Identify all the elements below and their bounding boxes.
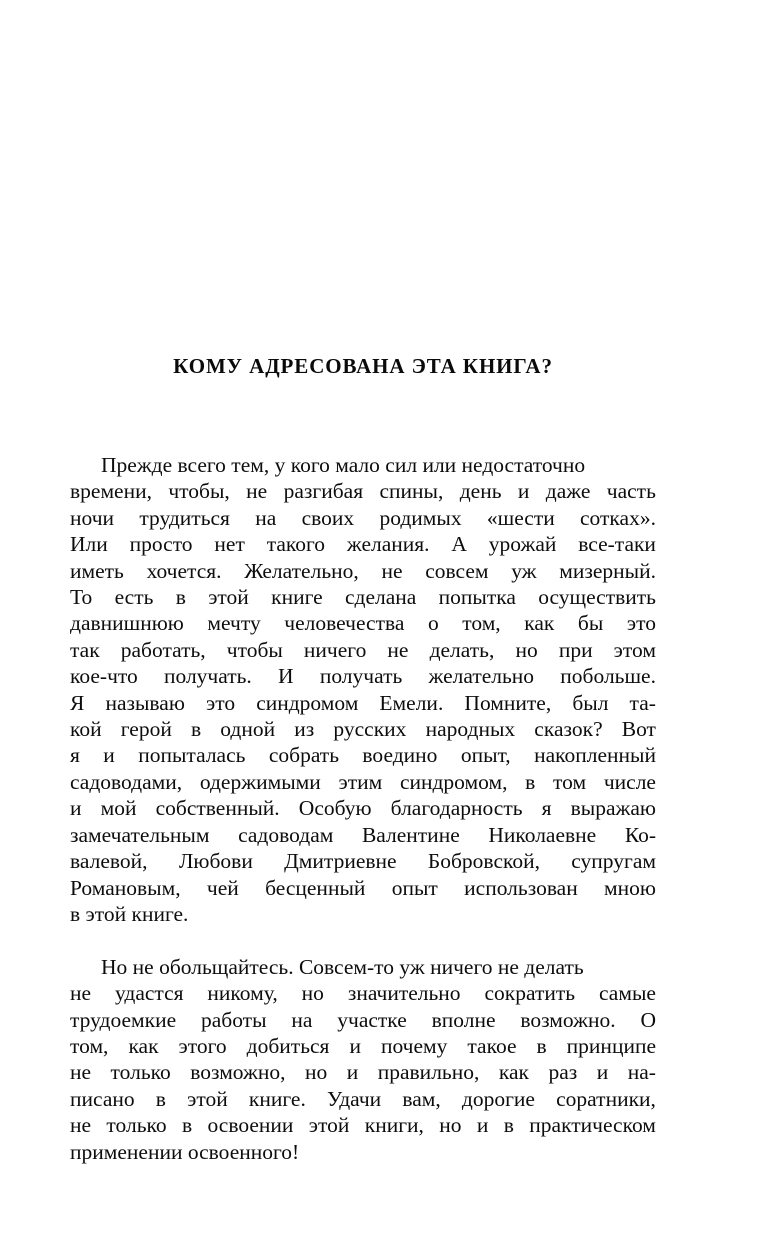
word: сократить: [484, 981, 576, 1006]
word: и: [349, 1033, 361, 1058]
word: и: [103, 743, 115, 768]
word: попытка: [438, 585, 516, 610]
text-line: [70, 663, 656, 689]
word: То: [70, 585, 93, 610]
word: я: [70, 743, 80, 768]
word: Помните,: [464, 690, 552, 715]
word: ничего: [303, 637, 367, 662]
text-line: [70, 1059, 656, 1085]
word: этой: [208, 585, 249, 610]
word: вам,: [402, 1086, 441, 1111]
word: книге.: [248, 1086, 306, 1111]
word: человечества: [284, 611, 405, 636]
word: освоении: [207, 1113, 294, 1138]
word: возможно.: [520, 1007, 616, 1032]
word: это: [626, 611, 656, 636]
word: этой: [187, 1086, 228, 1111]
text-line: [70, 1112, 656, 1138]
word: раз: [548, 1060, 578, 1085]
word: и: [517, 479, 530, 504]
word: значительно: [347, 981, 461, 1006]
word: супругам: [571, 849, 656, 874]
word: даже: [545, 479, 591, 504]
text-line: [70, 478, 656, 504]
word: удастся: [114, 981, 184, 1006]
word: я: [541, 796, 552, 821]
word: дорогие: [461, 1086, 535, 1111]
word: чтобы,: [168, 479, 230, 504]
text-line: в этой книге.: [70, 901, 189, 926]
word: только: [106, 1113, 167, 1138]
word: использован: [464, 875, 578, 900]
word: называю: [105, 690, 185, 715]
word: получать: [319, 664, 403, 689]
word: писано: [70, 1086, 135, 1111]
word: кой: [70, 717, 102, 742]
word: родимых: [379, 505, 462, 530]
word: И: [278, 664, 294, 689]
word: в: [536, 1033, 547, 1058]
word: книги,: [364, 1113, 424, 1138]
word: одной: [220, 717, 276, 742]
word: так: [70, 637, 100, 662]
word: мечту: [207, 611, 261, 636]
word: есть: [114, 585, 154, 610]
word: получать.: [163, 664, 252, 689]
word: Емели.: [379, 690, 444, 715]
body-copy: [70, 452, 656, 1165]
word: трудиться: [139, 505, 230, 530]
word: чтобы: [226, 637, 283, 662]
word: бесценный: [265, 875, 366, 900]
word: собственный.: [155, 796, 280, 821]
word: принципе: [566, 1033, 656, 1058]
word: Ко-: [624, 822, 656, 847]
word: и: [476, 1113, 489, 1138]
word: побольше.: [560, 664, 656, 689]
word: сказок?: [534, 717, 603, 742]
word: этого: [178, 1033, 227, 1058]
word: Вот: [621, 717, 656, 742]
word: иметь: [70, 558, 124, 583]
word: Удачи: [327, 1086, 382, 1111]
word: синдромом,: [399, 769, 508, 794]
word: работать,: [120, 637, 206, 662]
word: часть: [606, 479, 656, 504]
word: и: [596, 1060, 609, 1085]
word: в: [175, 585, 186, 610]
word: никому,: [207, 981, 278, 1006]
word: возможно,: [190, 1060, 286, 1085]
word: в: [182, 1113, 193, 1138]
word: и: [346, 1060, 359, 1085]
word: участке: [337, 1007, 407, 1032]
word: урожай: [488, 532, 557, 557]
word: Романовым,: [70, 875, 181, 900]
word: чей: [206, 875, 239, 900]
word: это: [206, 690, 236, 715]
word: на: [255, 505, 277, 530]
text-line: [70, 690, 656, 716]
word: Желательно,: [244, 558, 359, 583]
word: но: [515, 637, 538, 662]
word: такое: [467, 1033, 517, 1058]
text-line: [70, 558, 656, 584]
word: но: [301, 981, 324, 1006]
word: такого: [266, 532, 326, 557]
word: не: [387, 637, 409, 662]
word: самые: [598, 981, 656, 1006]
word: та-: [629, 690, 656, 715]
word: сделана: [344, 585, 417, 610]
text-line: [70, 1086, 656, 1112]
word: этом: [613, 637, 656, 662]
word: замечательным: [70, 822, 210, 847]
word: Дмитриевне: [284, 849, 397, 874]
word: но: [439, 1113, 462, 1138]
word: на: [291, 1007, 313, 1032]
word: сотках».: [580, 505, 656, 530]
text-line: [70, 980, 656, 1006]
text-line: [70, 531, 656, 557]
word: как: [128, 1033, 159, 1058]
word: работы: [200, 1007, 267, 1032]
word: народных: [425, 717, 516, 742]
word: числе: [603, 769, 656, 794]
word: совсем: [425, 558, 489, 583]
word: одержимыми: [199, 769, 321, 794]
word: Николаевне: [488, 822, 597, 847]
word: Или: [70, 532, 108, 557]
text-line: [70, 584, 656, 610]
word: О: [640, 1007, 656, 1032]
page-text-block: [70, 352, 656, 1165]
word: не: [70, 981, 92, 1006]
word: собрать: [268, 743, 340, 768]
word: том,: [462, 611, 501, 636]
word: в: [155, 1086, 166, 1111]
word: но: [304, 1060, 328, 1085]
word: желательно: [428, 664, 535, 689]
word: опыт: [391, 875, 438, 900]
text-line: [70, 742, 656, 768]
word: и: [70, 796, 82, 821]
text-line: применении освоенного!: [70, 1139, 300, 1164]
word: все-таки: [578, 532, 656, 557]
word: том,: [70, 1033, 109, 1058]
text-line: [70, 505, 656, 531]
word: желания.: [346, 532, 430, 557]
text-line: [70, 875, 656, 901]
word: накопленный: [534, 743, 656, 768]
word: в: [503, 1113, 514, 1138]
word: бы: [577, 611, 604, 636]
text-line: [70, 1007, 656, 1033]
text-line: Прежде всего тем, у кого мало сил или недостаточно: [101, 453, 586, 477]
word: осуществить: [538, 585, 656, 610]
word: в: [525, 769, 536, 794]
word: садоводам: [238, 822, 334, 847]
word: давнишнюю: [70, 611, 184, 636]
word: добиться: [246, 1033, 330, 1058]
word: синдромом: [256, 690, 359, 715]
word: А: [451, 532, 467, 557]
word: как: [524, 611, 555, 636]
text-line: [70, 610, 656, 636]
text-line: Но не обольщайтесь. Совсем-то уж ничего не делать: [101, 954, 584, 979]
paragraph-1: [70, 452, 656, 927]
word: при: [558, 637, 593, 662]
word: кое-что: [70, 664, 138, 689]
text-line: [70, 637, 656, 663]
word: день: [459, 479, 502, 504]
text-line: [70, 822, 656, 848]
word: разгибая: [283, 479, 364, 504]
word: Бобровской,: [427, 849, 540, 874]
word: правильно,: [377, 1060, 480, 1085]
text-line: [70, 716, 656, 742]
word: о: [427, 611, 439, 636]
word: опыт,: [460, 743, 511, 768]
word: русских: [333, 717, 407, 742]
word: вполне: [431, 1007, 496, 1032]
word: том: [553, 769, 587, 794]
word: герой: [120, 717, 172, 742]
word: нет: [214, 532, 245, 557]
word: мною: [604, 875, 656, 900]
word: благодарность: [390, 796, 523, 821]
word: этой: [308, 1113, 350, 1138]
word: в: [191, 717, 202, 742]
word: делать,: [429, 637, 495, 662]
word: хочется.: [146, 558, 222, 583]
word: почему: [380, 1033, 448, 1058]
word: выражаю: [570, 796, 656, 821]
text-line: [70, 769, 656, 795]
word: просто: [129, 532, 193, 557]
word: соратники,: [556, 1086, 656, 1111]
word: на-: [627, 1060, 656, 1085]
word: времени,: [70, 479, 152, 504]
word: был: [572, 690, 609, 715]
word: не: [70, 1113, 92, 1138]
word: только: [110, 1060, 171, 1085]
word: ночи: [70, 505, 115, 530]
word: как: [498, 1060, 529, 1085]
word: садоводами,: [70, 769, 183, 794]
word: трудоемкие: [70, 1007, 177, 1032]
word: Я: [70, 690, 85, 715]
word: этим: [338, 769, 383, 794]
word: из: [294, 717, 315, 742]
chapter-heading: КОМУ АДРЕСОВАНА ЭТА КНИГА?: [173, 354, 553, 378]
word: не: [70, 1060, 92, 1085]
word: попыталась: [138, 743, 246, 768]
word: Особую: [298, 796, 372, 821]
word: «шести: [486, 505, 555, 530]
word: не: [246, 479, 268, 504]
word: Валентине: [361, 822, 460, 847]
word: валевой,: [70, 849, 148, 874]
word: мизерный.: [559, 558, 656, 583]
word: книге: [271, 585, 323, 610]
text-line: [70, 848, 656, 874]
word: спины,: [379, 479, 444, 504]
word: своих: [301, 505, 355, 530]
word: воедино: [362, 743, 438, 768]
text-line: [70, 795, 656, 821]
text-line: [70, 1033, 656, 1059]
word: не: [381, 558, 403, 583]
word: уж: [511, 558, 537, 583]
word: практическом: [529, 1113, 656, 1138]
word: мой: [100, 796, 137, 821]
word: Любови: [178, 849, 253, 874]
paragraph-2: [70, 954, 656, 1165]
